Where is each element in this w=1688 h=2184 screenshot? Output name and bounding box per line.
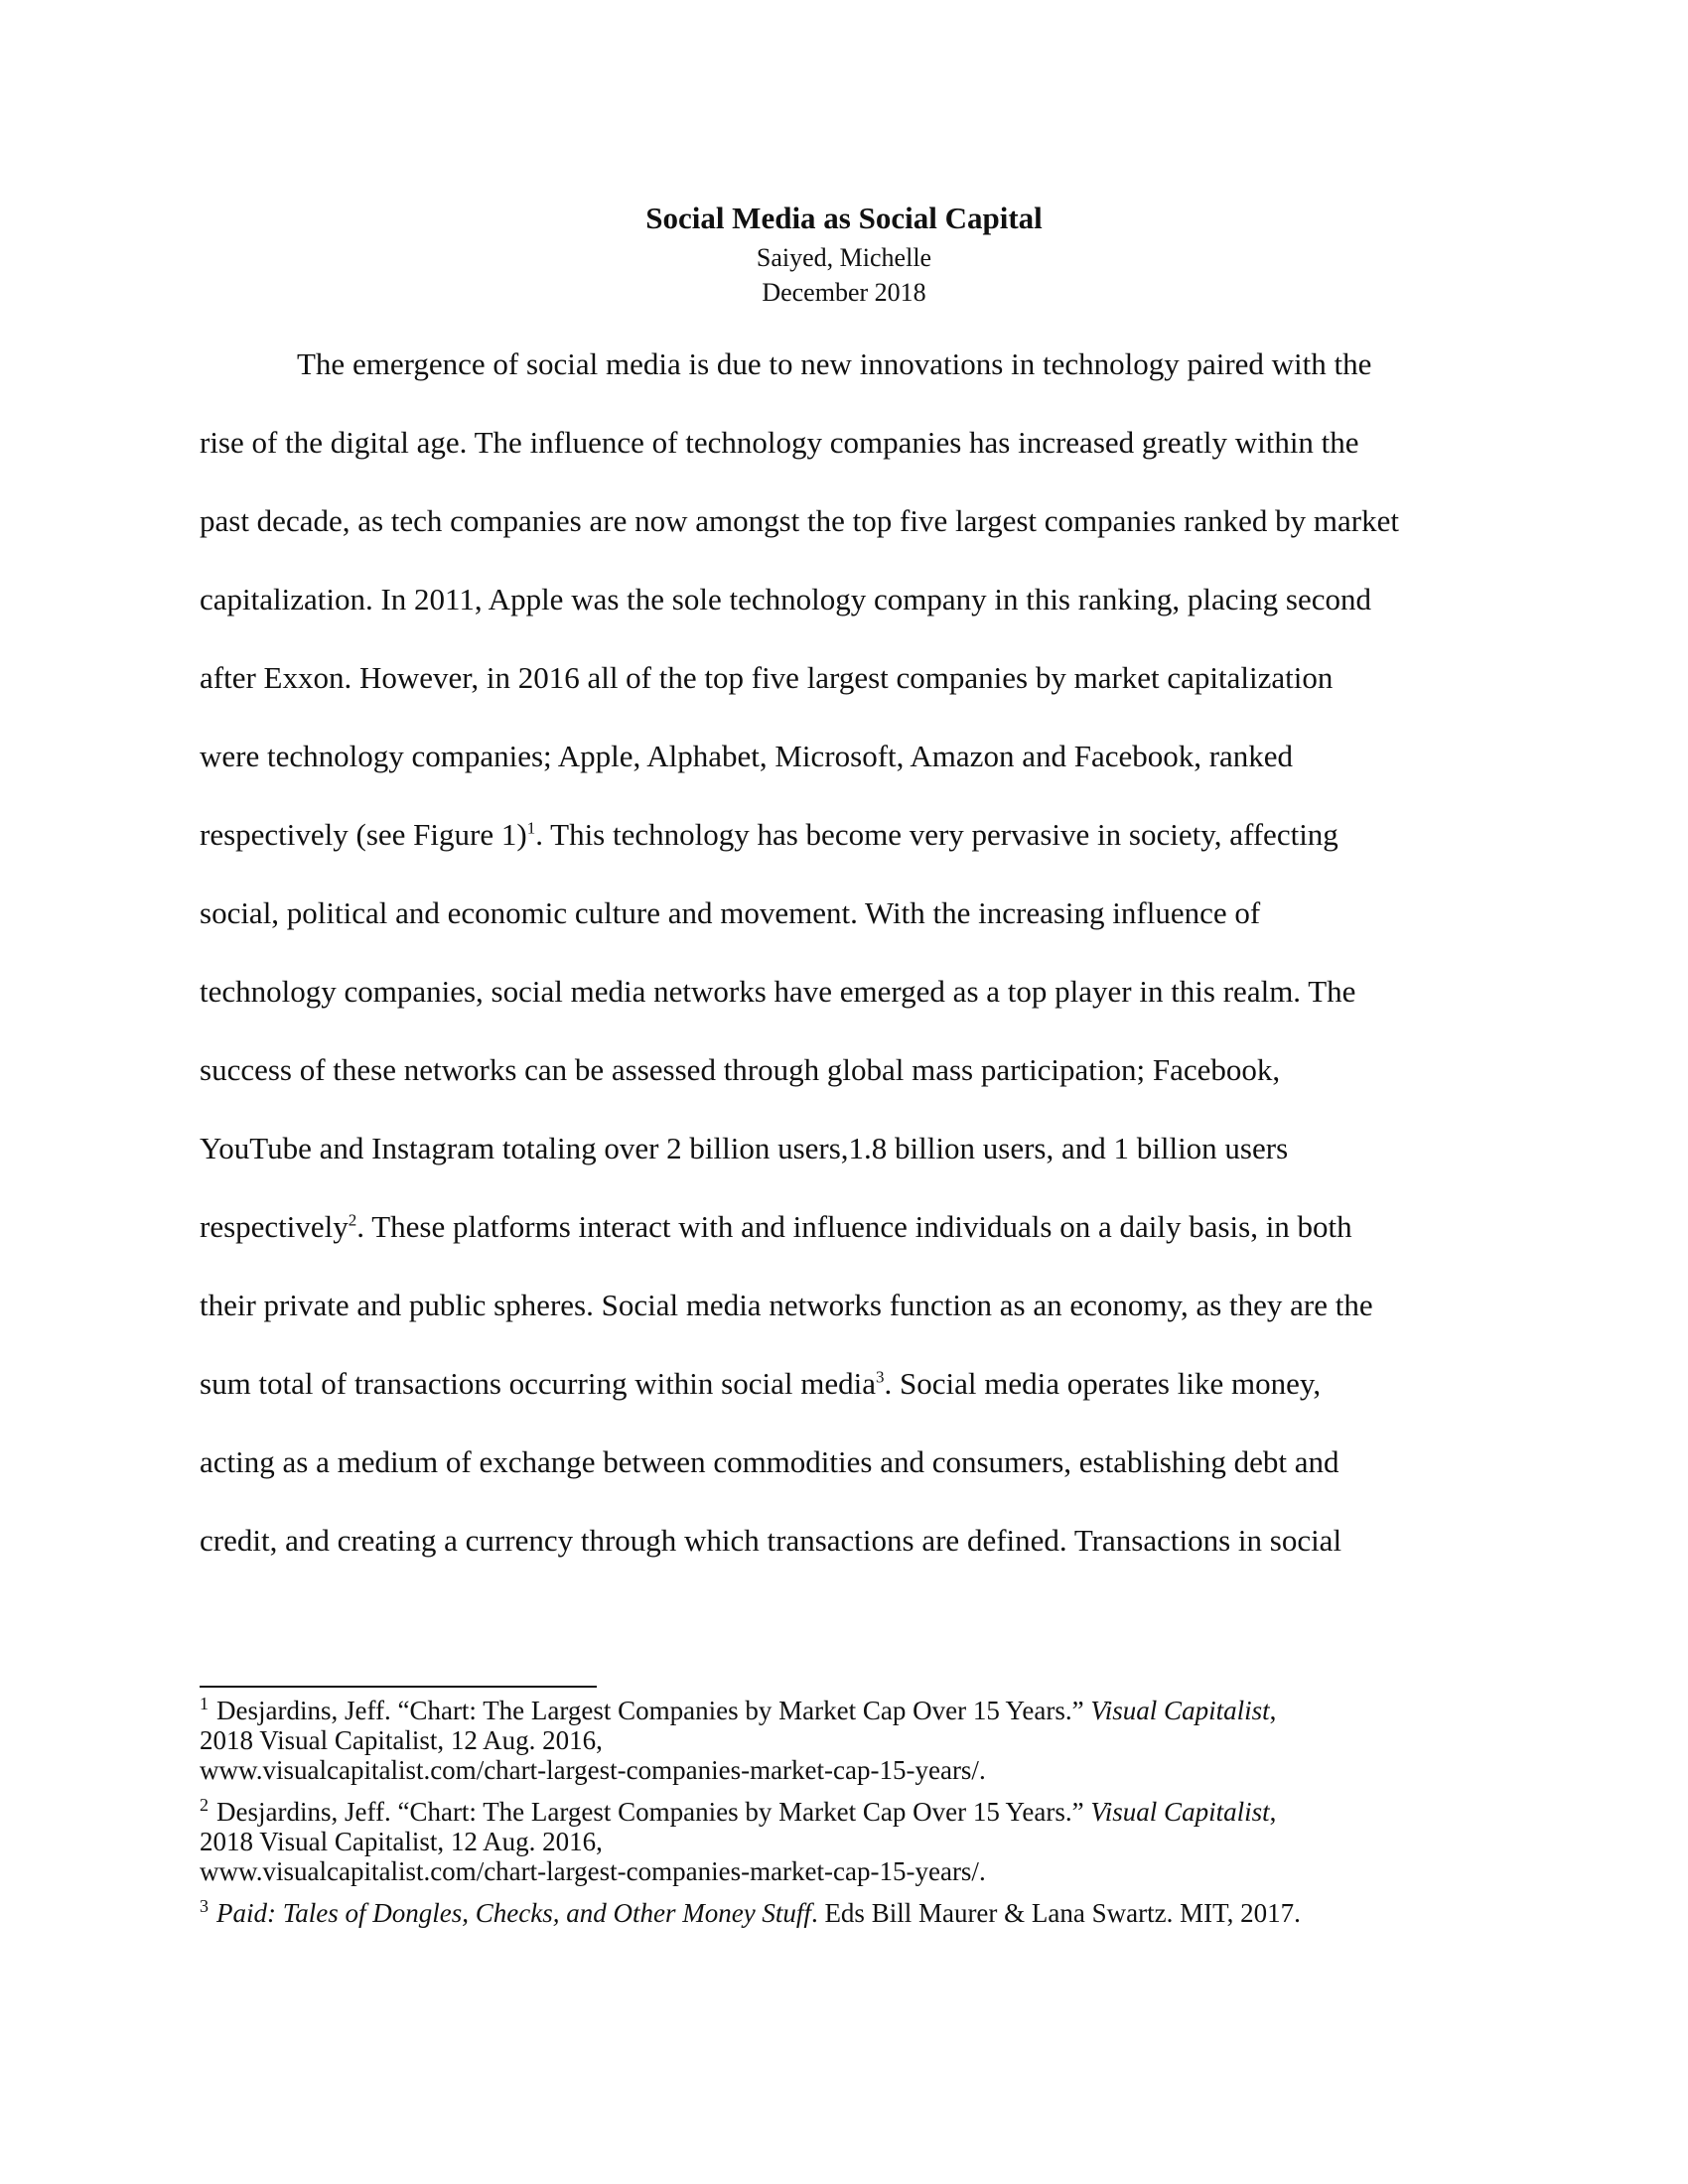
body-text: respectively (see Figure 1) — [200, 817, 527, 852]
body-line: success of these networks can be assessed through global mass participation; Facebook, — [200, 1052, 1281, 1087]
footnotes — [200, 1696, 1510, 1940]
body-line — [200, 1359, 1510, 1437]
footnote-number: 2 — [200, 1795, 209, 1815]
body-text: . This technology has become very pervasive in society, affecting — [535, 817, 1338, 852]
body-line: their private and public spheres. Social media networks function as an economy, as they are the — [200, 1288, 1373, 1322]
footnote-ref-2[interactable]: 2 — [348, 1210, 357, 1230]
footnote-book-title: Paid: Tales of Dongles, Checks, and Other Money Stuff — [216, 1898, 811, 1928]
body-line: were technology companies; Apple, Alphabet, Microsoft, Amazon and Facebook, ranked — [200, 739, 1294, 773]
footnote-line — [200, 1797, 1510, 1827]
footnote-source: Visual Capitalist — [1090, 1797, 1270, 1827]
footnote-ref-1[interactable]: 1 — [526, 818, 536, 838]
footnote-url[interactable]: www.visualcapitalist.com/chart-largest-companies-market-cap-15-years/. — [200, 1856, 986, 1886]
body-line: YouTube and Instagram totaling over 2 billion users,1.8 billion users, and 1 billion users — [200, 1131, 1289, 1165]
footnote-line: 2018 Visual Capitalist, 12 Aug. 2016, — [200, 1725, 603, 1755]
body-line: after Exxon. However, in 2016 all of the top five largest companies by market capitalization — [200, 660, 1334, 695]
footnote-number: 3 — [200, 1896, 209, 1916]
footnote-number: 1 — [200, 1694, 209, 1713]
footnote-separator — [200, 1686, 597, 1688]
footnote-line — [200, 1898, 1510, 1928]
body-text: sum total of transactions occurring within social media — [200, 1366, 876, 1401]
paper-title: Social Media as Social Capital — [645, 201, 1043, 235]
footnote-text: . Eds Bill Maurer & Lana Swartz. MIT, 2017. — [810, 1898, 1301, 1928]
footnote-1 — [200, 1696, 1510, 1785]
footnote-url[interactable]: www.visualcapitalist.com/chart-largest-companies-market-cap-15-years/. — [200, 1755, 986, 1785]
footnote-ref-3[interactable]: 3 — [875, 1367, 885, 1387]
publication-date: December 2018 — [762, 278, 926, 307]
body-line — [200, 810, 1510, 888]
body-line: credit, and creating a currency through which transactions are defined. Transactions in social — [200, 1523, 1342, 1558]
body-line: The emergence of social media is due to new innovations in technology paired with the — [297, 346, 1372, 381]
body-line: past decade, as tech companies are now amongst the top five largest companies ranked by market — [200, 503, 1400, 538]
body-line: rise of the digital age. The influence of technology companies has increased greatly within the — [200, 425, 1359, 460]
body-line: technology companies, social media networks have emerged as a top player in this realm. The — [200, 974, 1356, 1009]
body-text: . These platforms interact with and influence individuals on a daily basis, in both — [356, 1209, 1352, 1244]
body-paragraph — [200, 340, 1510, 1594]
paper-header — [0, 197, 1688, 310]
footnote-3 — [200, 1898, 1510, 1928]
footnote-text: Desjardins, Jeff. “Chart: The Largest Companies by Market Cap Over 15 Years.” — [216, 1696, 1084, 1725]
footnote-2 — [200, 1797, 1510, 1886]
body-text: . Social media operates like money, — [884, 1366, 1322, 1401]
body-line: capitalization. In 2011, Apple was the sole technology company in this ranking, placing second — [200, 582, 1372, 616]
footnote-text: Desjardins, Jeff. “Chart: The Largest Companies by Market Cap Over 15 Years.” — [216, 1797, 1084, 1827]
footnote-punct: , — [1269, 1797, 1277, 1827]
footnote-punct: , — [1269, 1696, 1277, 1725]
body-text: respectively — [200, 1209, 349, 1244]
footnote-source: Visual Capitalist — [1090, 1696, 1270, 1725]
footnote-line — [200, 1696, 1510, 1725]
body-line: social, political and economic culture and movement. With the increasing influence of — [200, 895, 1261, 930]
author-name: Saiyed, Michelle — [756, 243, 932, 272]
body-line: acting as a medium of exchange between commodities and consumers, establishing debt and — [200, 1444, 1339, 1479]
footnote-line: 2018 Visual Capitalist, 12 Aug. 2016, — [200, 1827, 603, 1856]
body-line — [200, 1202, 1510, 1281]
